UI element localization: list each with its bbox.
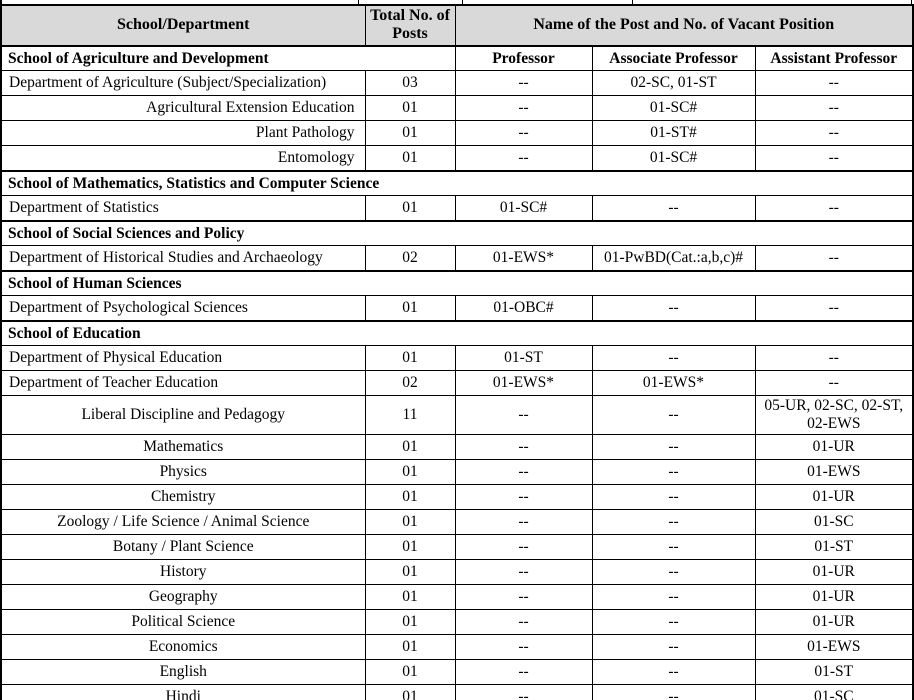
table-row	[1, 484, 913, 509]
professor-cell: --	[455, 459, 592, 484]
department-cell: Department of Agriculture (Subject/Specialization)	[1, 71, 365, 96]
associate-professor-cell: --	[592, 684, 755, 700]
assistant-professor-cell: 01-ST	[755, 659, 913, 684]
professor-cell: --	[455, 434, 592, 459]
table-row	[1, 71, 913, 96]
department-cell: Geography	[1, 584, 365, 609]
table-row	[1, 146, 913, 171]
header-vacancy-title: Name of the Post and No. of Vacant Position	[455, 5, 913, 46]
professor-cell: --	[455, 71, 592, 96]
professor-cell: --	[455, 634, 592, 659]
total-posts-cell: 01	[365, 96, 455, 121]
total-posts-cell: 01	[365, 659, 455, 684]
section-row	[1, 221, 913, 246]
professor-cell: --	[455, 146, 592, 171]
table-row	[1, 196, 913, 221]
table-row	[1, 659, 913, 684]
header-total-posts: Total No. of Posts	[365, 5, 455, 46]
table-row	[1, 634, 913, 659]
table-row	[1, 584, 913, 609]
table-row	[1, 534, 913, 559]
professor-cell: --	[455, 509, 592, 534]
professor-cell: --	[455, 684, 592, 700]
assistant-professor-cell: 01-ST	[755, 534, 913, 559]
total-posts-cell: 01	[365, 146, 455, 171]
department-cell: Department of Historical Studies and Archaeology	[1, 246, 365, 271]
table-row	[1, 509, 913, 534]
section-title-agriculture: School of Agriculture and Development	[1, 46, 455, 71]
professor-cell: 01-OBC#	[455, 296, 592, 321]
professor-cell: --	[455, 96, 592, 121]
department-cell: Liberal Discipline and Pedagogy	[1, 396, 365, 435]
associate-professor-cell: --	[592, 396, 755, 435]
table-header-row	[1, 5, 913, 46]
table-row	[1, 296, 913, 321]
header-school-department: School/Department	[1, 5, 365, 46]
section-title: School of Education	[1, 321, 913, 346]
assistant-professor-cell: 01-UR	[755, 584, 913, 609]
total-posts-cell: 01	[365, 459, 455, 484]
total-posts-cell: 01	[365, 584, 455, 609]
professor-cell: --	[455, 584, 592, 609]
associate-professor-cell: 01-EWS*	[592, 371, 755, 396]
sliver-divider	[462, 0, 463, 4]
total-posts-cell: 01	[365, 609, 455, 634]
total-posts-cell: 01	[365, 434, 455, 459]
section-row	[1, 171, 913, 196]
department-cell: Hindi	[1, 684, 365, 700]
assistant-professor-cell: 01-EWS	[755, 459, 913, 484]
assistant-professor-cell: --	[755, 71, 913, 96]
associate-professor-cell: 01-ST#	[592, 121, 755, 146]
assistant-professor-cell: --	[755, 96, 913, 121]
associate-professor-cell: --	[592, 534, 755, 559]
department-cell: History	[1, 559, 365, 584]
department-cell: Chemistry	[1, 484, 365, 509]
header-professor: Professor	[455, 46, 592, 71]
section-title: School of Human Sciences	[1, 271, 913, 296]
total-posts-cell: 02	[365, 371, 455, 396]
associate-professor-cell: 01-PwBD(Cat.:a,b,c)#	[592, 246, 755, 271]
total-posts-cell: 01	[365, 684, 455, 700]
department-cell: English	[1, 659, 365, 684]
assistant-professor-cell: --	[755, 246, 913, 271]
total-posts-cell: 01	[365, 634, 455, 659]
header-associate-professor: Associate Professor	[592, 46, 755, 71]
associate-professor-cell: --	[592, 559, 755, 584]
table-row	[1, 459, 913, 484]
associate-professor-cell: --	[592, 609, 755, 634]
professor-cell: 01-ST	[455, 346, 592, 371]
section-row	[1, 271, 913, 296]
total-posts-cell: 01	[365, 196, 455, 221]
table-row	[1, 684, 913, 700]
assistant-professor-cell: --	[755, 346, 913, 371]
associate-professor-cell: --	[592, 634, 755, 659]
assistant-professor-cell: --	[755, 121, 913, 146]
assistant-professor-cell: --	[755, 146, 913, 171]
department-cell: Economics	[1, 634, 365, 659]
associate-professor-cell: --	[592, 584, 755, 609]
table-row	[1, 609, 913, 634]
table-row	[1, 346, 913, 371]
vacancy-table	[0, 4, 914, 700]
professor-cell: --	[455, 484, 592, 509]
assistant-professor-cell: --	[755, 296, 913, 321]
sliver-divider	[358, 0, 359, 4]
section-title: School of Social Sciences and Policy	[1, 221, 913, 246]
table-subheader-row	[1, 46, 913, 71]
assistant-professor-cell: 05-UR, 02-SC, 02-ST, 02-EWS	[755, 396, 913, 435]
associate-professor-cell: --	[592, 196, 755, 221]
section-title: School of Mathematics, Statistics and Computer Science	[1, 171, 913, 196]
associate-professor-cell: --	[592, 346, 755, 371]
section-row	[1, 321, 913, 346]
total-posts-cell: 01	[365, 559, 455, 584]
associate-professor-cell: --	[592, 296, 755, 321]
professor-cell: --	[455, 534, 592, 559]
total-posts-cell: 01	[365, 296, 455, 321]
department-cell: Department of Psychological Sciences	[1, 296, 365, 321]
assistant-professor-cell: 01-UR	[755, 484, 913, 509]
total-posts-cell: 01	[365, 534, 455, 559]
assistant-professor-cell: --	[755, 196, 913, 221]
total-posts-cell: 11	[365, 396, 455, 435]
table-row	[1, 434, 913, 459]
professor-cell: 01-EWS*	[455, 246, 592, 271]
associate-professor-cell: --	[592, 509, 755, 534]
department-cell: Physics	[1, 459, 365, 484]
table-row	[1, 396, 913, 435]
professor-cell: --	[455, 559, 592, 584]
assistant-professor-cell: 01-UR	[755, 434, 913, 459]
sliver-divider	[632, 0, 633, 4]
department-cell: Political Science	[1, 609, 365, 634]
department-cell: Department of Statistics	[1, 196, 365, 221]
assistant-professor-cell: 01-SC	[755, 509, 913, 534]
department-cell: Botany / Plant Science	[1, 534, 365, 559]
assistant-professor-cell: 01-EWS	[755, 634, 913, 659]
assistant-professor-cell: 01-UR	[755, 559, 913, 584]
assistant-professor-cell: --	[755, 371, 913, 396]
professor-cell: --	[455, 659, 592, 684]
department-cell: Entomology	[1, 146, 365, 171]
department-cell: Zoology / Life Science / Animal Science	[1, 509, 365, 534]
table-top-sliver	[0, 0, 912, 4]
department-cell: Department of Physical Education	[1, 346, 365, 371]
department-cell: Mathematics	[1, 434, 365, 459]
department-cell: Department of Teacher Education	[1, 371, 365, 396]
associate-professor-cell: --	[592, 659, 755, 684]
table-row	[1, 96, 913, 121]
table-row	[1, 371, 913, 396]
department-cell: Plant Pathology	[1, 121, 365, 146]
total-posts-cell: 01	[365, 484, 455, 509]
total-posts-cell: 01	[365, 346, 455, 371]
professor-cell: --	[455, 396, 592, 435]
header-assistant-professor: Assistant Professor	[755, 46, 913, 71]
total-posts-cell: 01	[365, 509, 455, 534]
total-posts-cell: 01	[365, 121, 455, 146]
professor-cell: --	[455, 121, 592, 146]
assistant-professor-cell: 01-SC	[755, 684, 913, 700]
table-row	[1, 121, 913, 146]
professor-cell: 01-EWS*	[455, 371, 592, 396]
associate-professor-cell: 01-SC#	[592, 96, 755, 121]
vacancy-table-body	[1, 71, 913, 700]
associate-professor-cell: --	[592, 459, 755, 484]
total-posts-cell: 03	[365, 71, 455, 96]
table-row	[1, 559, 913, 584]
professor-cell: 01-SC#	[455, 196, 592, 221]
associate-professor-cell: 02-SC, 01-ST	[592, 71, 755, 96]
table-row	[1, 246, 913, 271]
department-cell: Agricultural Extension Education	[1, 96, 365, 121]
associate-professor-cell: --	[592, 434, 755, 459]
associate-professor-cell: --	[592, 484, 755, 509]
professor-cell: --	[455, 609, 592, 634]
assistant-professor-cell: 01-UR	[755, 609, 913, 634]
associate-professor-cell: 01-SC#	[592, 146, 755, 171]
total-posts-cell: 02	[365, 246, 455, 271]
